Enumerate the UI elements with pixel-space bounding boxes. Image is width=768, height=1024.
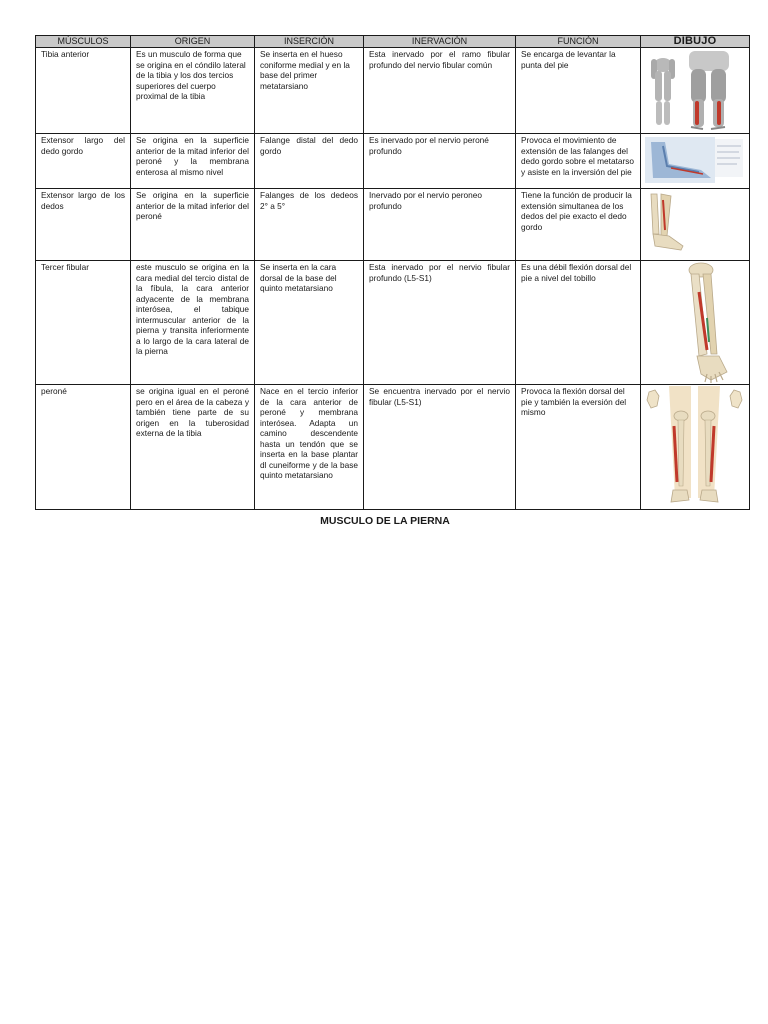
cell-origen: este musculo se origina en la cara medial del tercio distal de la fíbula, la cara anterior adyacente de la membrana interósea, el tabique intermuscular anterior de la pierna y transita inferiormente a lo largo de la cara lateral de la pierna: [131, 261, 255, 385]
table-row: [36, 261, 750, 385]
cell-funcion: Tiene la función de producir la extensión simultanea de los dedos del pie exacto el dedo gordo: [516, 189, 641, 261]
cell-musculo: peroné: [36, 385, 131, 510]
cell-origen: Se origina en la superficie anterior de la mitad inferior del peroné y la membrana enterosa al mismo nivel: [131, 134, 255, 189]
cell-origen: Se origina en la superficie anterior de la mitad inferior del peroné: [131, 189, 255, 261]
foot-side-view-icon: [641, 134, 748, 188]
header-funcion: FUNCIÓN: [516, 36, 641, 48]
header-musculos: MÚSCULOS: [36, 36, 131, 48]
cell-dibujo: [641, 48, 750, 134]
cell-insercion: Se inserta en la cara dorsal de la base del quinto metatarsiano: [255, 261, 364, 385]
cell-insercion: Se inserta en el hueso coniforme medial y en la base del primer metatarsiano: [255, 48, 364, 134]
cell-inervacion: Es inervado por el nervio peroné profundo: [364, 134, 516, 189]
table-row: [36, 385, 750, 510]
cell-dibujo: [641, 261, 750, 385]
leg-bones-fibularis-icon: [641, 262, 748, 384]
cell-musculo: Tibia anterior: [36, 48, 131, 134]
table-header-row: [36, 36, 750, 48]
cell-inervacion: Esta inervado por el ramo fibular profundo del nervio fibular común: [364, 48, 516, 134]
header-inervacion: INERVACIÓN: [364, 36, 516, 48]
cell-funcion: Se encarga de levantar la punta del pie: [516, 48, 641, 134]
cell-insercion: Falange distal del dedo gordo: [255, 134, 364, 189]
cell-funcion: Provoca la flexión dorsal del pie y también la eversión del mismo: [516, 385, 641, 510]
table-row: [36, 134, 750, 189]
leg-skeleton-icon: [641, 190, 748, 260]
table-row: [36, 189, 750, 261]
cell-funcion: Provoca el movimiento de extensión de las falanges del dedo gordo sobre el metatarso y asiste en la inversión del pie: [516, 134, 641, 189]
cell-musculo: Extensor largo del dedo gordo: [36, 134, 131, 189]
cell-origen: Es un musculo de forma que se origina en el cóndilo lateral de la tibia y los dos tercios superiores del cuerpo proximal de la tibia: [131, 48, 255, 134]
anatomy-figure-legs-front-icon: [641, 49, 748, 133]
muscle-table: [35, 35, 750, 510]
cell-dibujo: [641, 189, 750, 261]
cell-origen: se origina igual en el peroné pero en el área de la cabeza y también tiene parte de su origen en la tuberosidad externa de la tibia: [131, 385, 255, 510]
header-dibujo: DIBUJO: [641, 36, 750, 48]
cell-funcion: Es una débil flexión dorsal del pie a nivel del tobillo: [516, 261, 641, 385]
cell-inervacion: Se encuentra inervado por el nervio fibular (L5-S1): [364, 385, 516, 510]
cell-insercion: Nace en el tercio inferior de la cara anterior de peroné y membrana interósea. Adapta un camino descendente hasta un tendón que se inserta en la base plantar dl cuneiforme y de la base quinto metatarsiano: [255, 385, 364, 510]
cell-musculo: Tercer fibular: [36, 261, 131, 385]
cell-musculo: Extensor largo de los dedos: [36, 189, 131, 261]
cell-dibujo: [641, 385, 750, 510]
header-origen: ORIGEN: [131, 36, 255, 48]
cell-dibujo: [641, 134, 750, 189]
cell-insercion: Falanges de los dedeos 2° a 5°: [255, 189, 364, 261]
cell-inervacion: Esta inervado por el nervio fibular profundo (L5-S1): [364, 261, 516, 385]
cell-inervacion: Inervado por el nervio peroneo profundo: [364, 189, 516, 261]
table-caption: MUSCULO DE LA PIERNA: [320, 515, 450, 527]
table-row: [36, 48, 750, 134]
header-insercion: INSERCIÓN: [255, 36, 364, 48]
legs-skeleton-front-icon: [641, 386, 748, 509]
